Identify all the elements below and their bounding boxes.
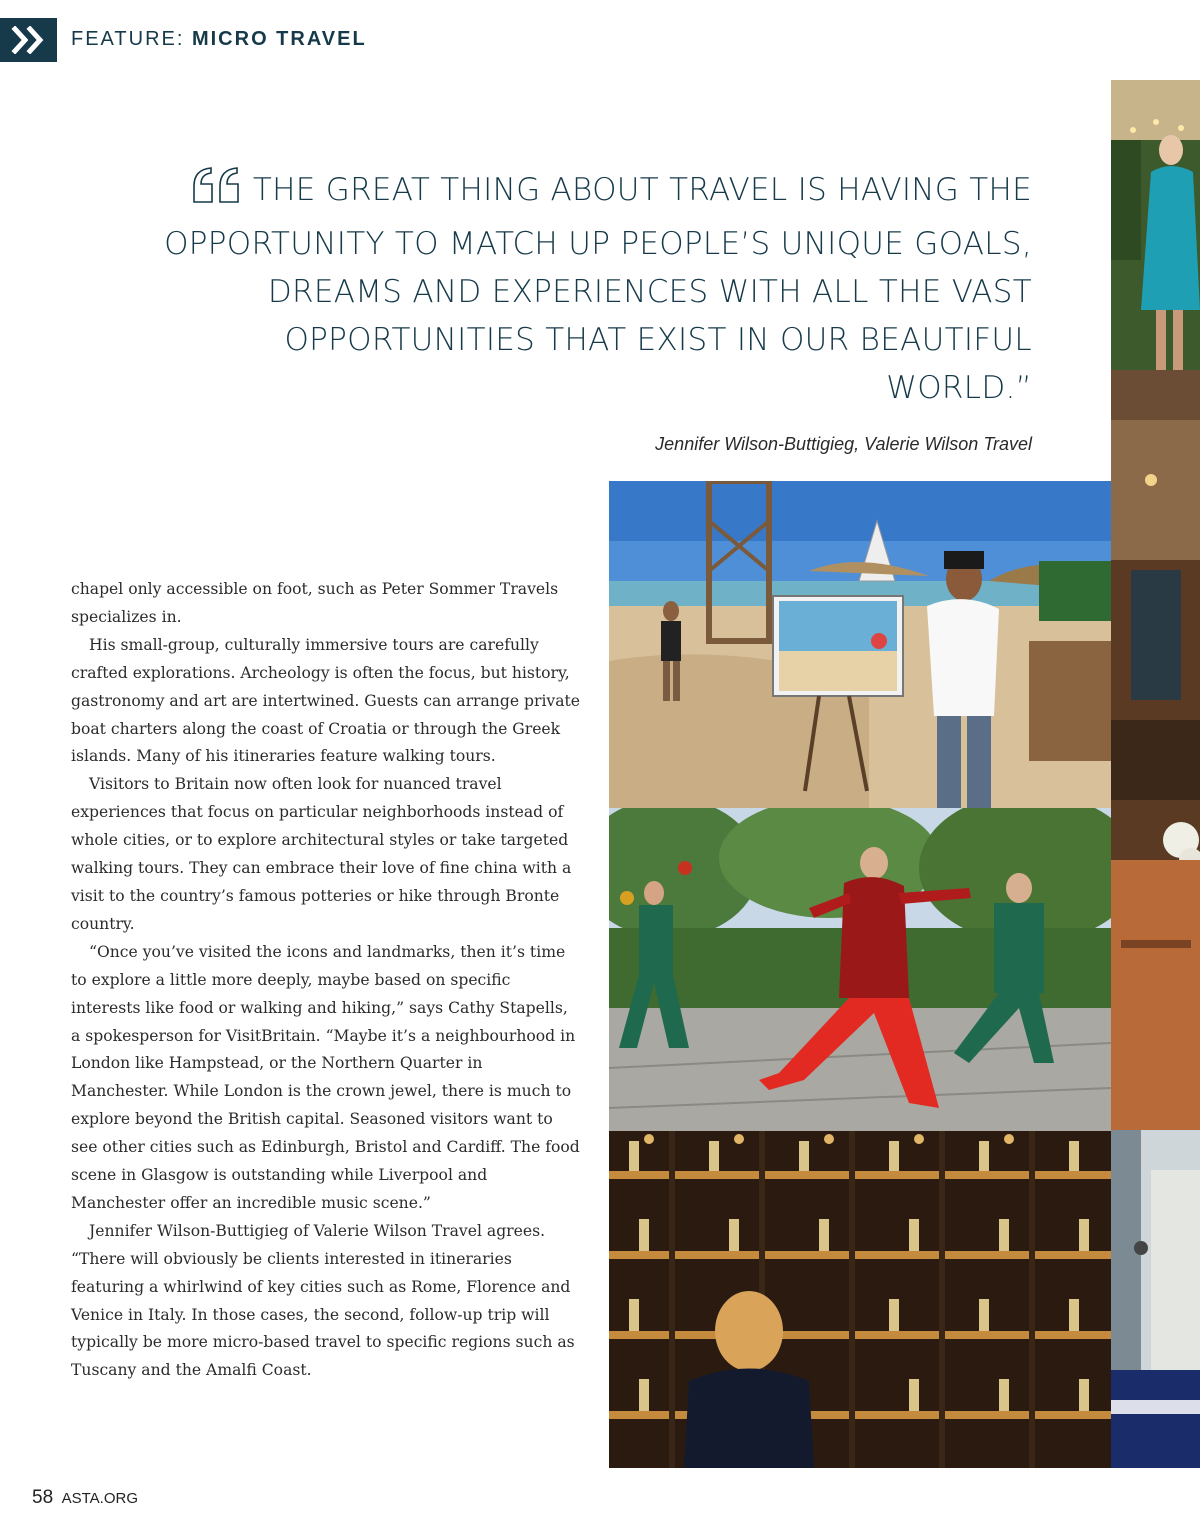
section-header bbox=[71, 28, 367, 51]
pull-quote-text: THE GREAT THING ABOUT TRAVEL IS HAVING THE OPPORTUNITY TO MATCH UP PEOPLE’S UNIQUE GOALS, DREAMS AND EXPERIENCES WITH ALL THE VAST OPPORTUNITIES THAT EXIST IN OUR BEAUTIFUL WORLD.” bbox=[164, 172, 1032, 406]
pull-quote bbox=[150, 166, 1032, 455]
open-quote-icon bbox=[191, 166, 243, 220]
page-footer bbox=[32, 1487, 138, 1509]
article-paragraph: Jennifer Wilson-Buttigieg of Valerie Wilson Travel agrees. “There will obviously be clients interested in itineraries featuring a whirlwind of key cities such as Rome, Florence and Venice in Italy. In those cases, the second, follow-up trip will typically be more micro-based travel to specific regions such as Tuscany and the Amalfi Coast. bbox=[71, 1221, 575, 1380]
article-paragraph: chapel only accessible on foot, such as Peter Sommer Travels specializes in. bbox=[71, 580, 559, 626]
pull-quote-attribution: Jennifer Wilson-Buttigieg, Valerie Wilson Travel bbox=[655, 434, 1032, 454]
photo-woman-garden bbox=[1111, 80, 1200, 420]
article-paragraph: His small-group, culturally immersive tours are carefully crafted explorations. Archeology is often the focus, but history, gastronomy and art are intertwined. Guests can arrange private boat charters along the coast of Croatia or through the Greek islands. Many of his itineraries feature walking tours. bbox=[71, 635, 581, 766]
article-body bbox=[71, 576, 581, 1385]
photo-tai-chi bbox=[609, 808, 1111, 1131]
page-number: 58 bbox=[32, 1487, 54, 1508]
article-paragraph: “Once you’ve visited the icons and landmarks, then it’s time to explore a little more deeply, maybe based on specific interests like food or walking and hiking,” says Cathy Stapells, a spokesperson for VisitBritain. “Maybe it’s a neighbourhood in London like Hampstead, or the Northern Quarter in Manchester. While London is the crown jewel, there is much to explore beyond the British capital. Seasoned visitors want to see other cities such as Edinburgh, Bristol and Cardiff. The food scene in Glasgow is outstanding while Liverpool and Manchester offer an incredible music scene.” bbox=[71, 942, 580, 1212]
photo-rustic-restaurant bbox=[1111, 420, 1200, 1130]
article-paragraph: Visitors to Britain now often look for nuanced travel experiences that focus on particular neighborhoods instead of whole cities, or to explore architectural styles or take targeted walking tours. They can embrace their love of fine china with a visit to the country’s famous potteries or hike through Bronte country. bbox=[71, 775, 572, 933]
section-chevron-icon bbox=[0, 18, 57, 62]
footer-site: ASTA.ORG bbox=[61, 1490, 138, 1507]
photo-wine-shop bbox=[609, 1131, 1111, 1468]
photo-beach-painter bbox=[609, 481, 1111, 808]
photo-street-bar bbox=[1111, 1130, 1200, 1468]
section-title: MICRO TRAVEL bbox=[191, 28, 367, 50]
section-label: FEATURE: bbox=[71, 28, 192, 50]
